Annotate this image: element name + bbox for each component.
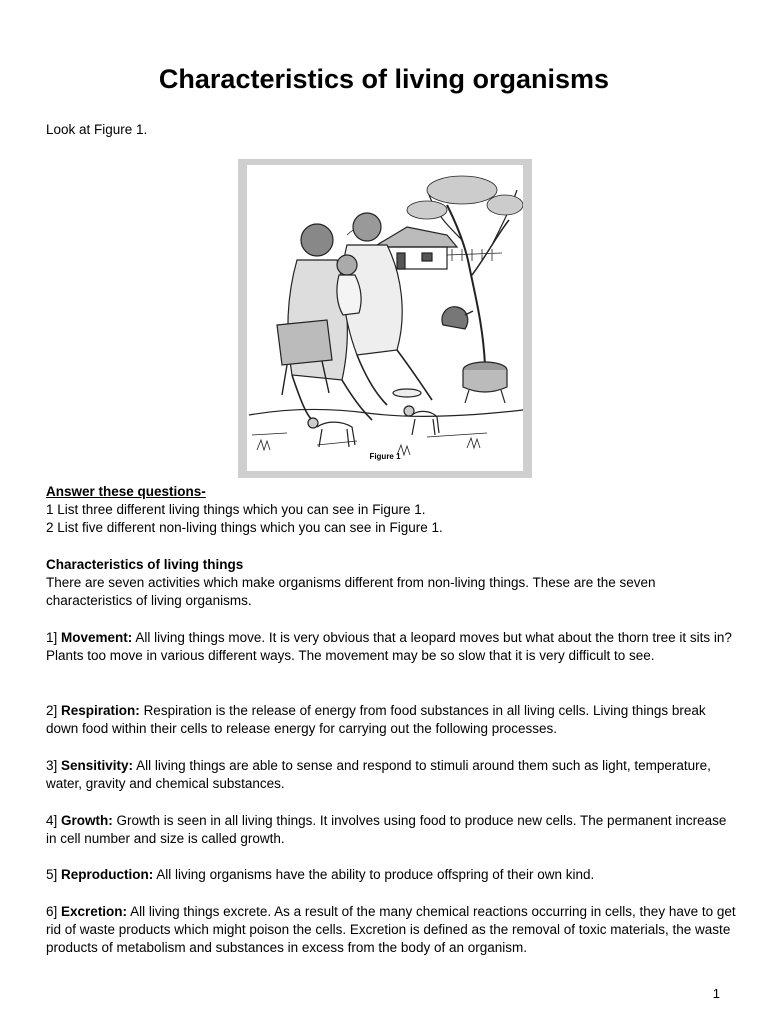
item-text: Growth is seen in all living things. It involves using food to produce new cells. The permanent increase in cell number and size is called growth. (46, 813, 727, 846)
characteristic-sensitivity (46, 757, 736, 793)
page-title: Characteristics of living organisms (158, 64, 610, 94)
item-term: Excretion: (61, 904, 128, 919)
item-text: All living organisms have the ability to produce offspring of their own kind. (156, 867, 595, 882)
question-1: 1 List three different living things which you can see in Figure 1. (46, 502, 426, 517)
item-text: All living things move. It is very obvious that a leopard moves but what about the thorn tree it sits in? Plants too move in various different ways. The movement may be so slow that it is very difficult to see. (46, 630, 732, 663)
characteristics-heading: Characteristics of living things (46, 557, 244, 572)
characteristic-reproduction (46, 866, 736, 884)
page-number: 1 (712, 986, 720, 1001)
item-number: 3] (46, 758, 58, 773)
item-number: 6] (46, 904, 58, 919)
item-text: Respiration is the release of energy from food substances in all living cells. Living things break down food within their cells to release energy for carrying out the following processes. (46, 703, 706, 736)
intro-text: Look at Figure 1. (46, 122, 148, 137)
item-term: Growth: (61, 813, 113, 828)
item-number: 5] (46, 867, 58, 882)
characteristics-intro: There are seven activities which make organisms different from non-living things. These are the seven characteristics of living organisms. (46, 575, 656, 608)
questions-heading: Answer these questions- (46, 484, 206, 499)
figure-illustration (247, 165, 523, 471)
characteristic-growth (46, 812, 736, 848)
item-term: Reproduction: (61, 867, 154, 882)
item-text: All living things excrete. As a result of the many chemical reactions occurring in cells, they have to get rid of waste products which might poison the cells. Excretion is defined as the removal of toxic materials, the waste products of metabolism and substances in excess from the body of an organism. (46, 904, 736, 955)
figure-caption: Figure 1 (369, 452, 401, 461)
question-2: 2 List five different non-living things which you can see in Figure 1. (46, 520, 443, 535)
item-text: All living things are able to sense and respond to stimuli around them such as light, temperature, water, gravity and chemical substances. (46, 758, 711, 791)
characteristic-excretion (46, 903, 736, 957)
item-term: Respiration: (61, 703, 140, 718)
item-number: 1] (46, 630, 58, 645)
item-number: 2] (46, 703, 58, 718)
characteristic-movement (46, 629, 736, 665)
figure-1 (238, 159, 532, 478)
figure-1-illustration (247, 165, 523, 471)
item-term: Movement: (61, 630, 133, 645)
characteristic-respiration (46, 702, 736, 738)
item-number: 4] (46, 813, 58, 828)
item-term: Sensitivity: (61, 758, 134, 773)
